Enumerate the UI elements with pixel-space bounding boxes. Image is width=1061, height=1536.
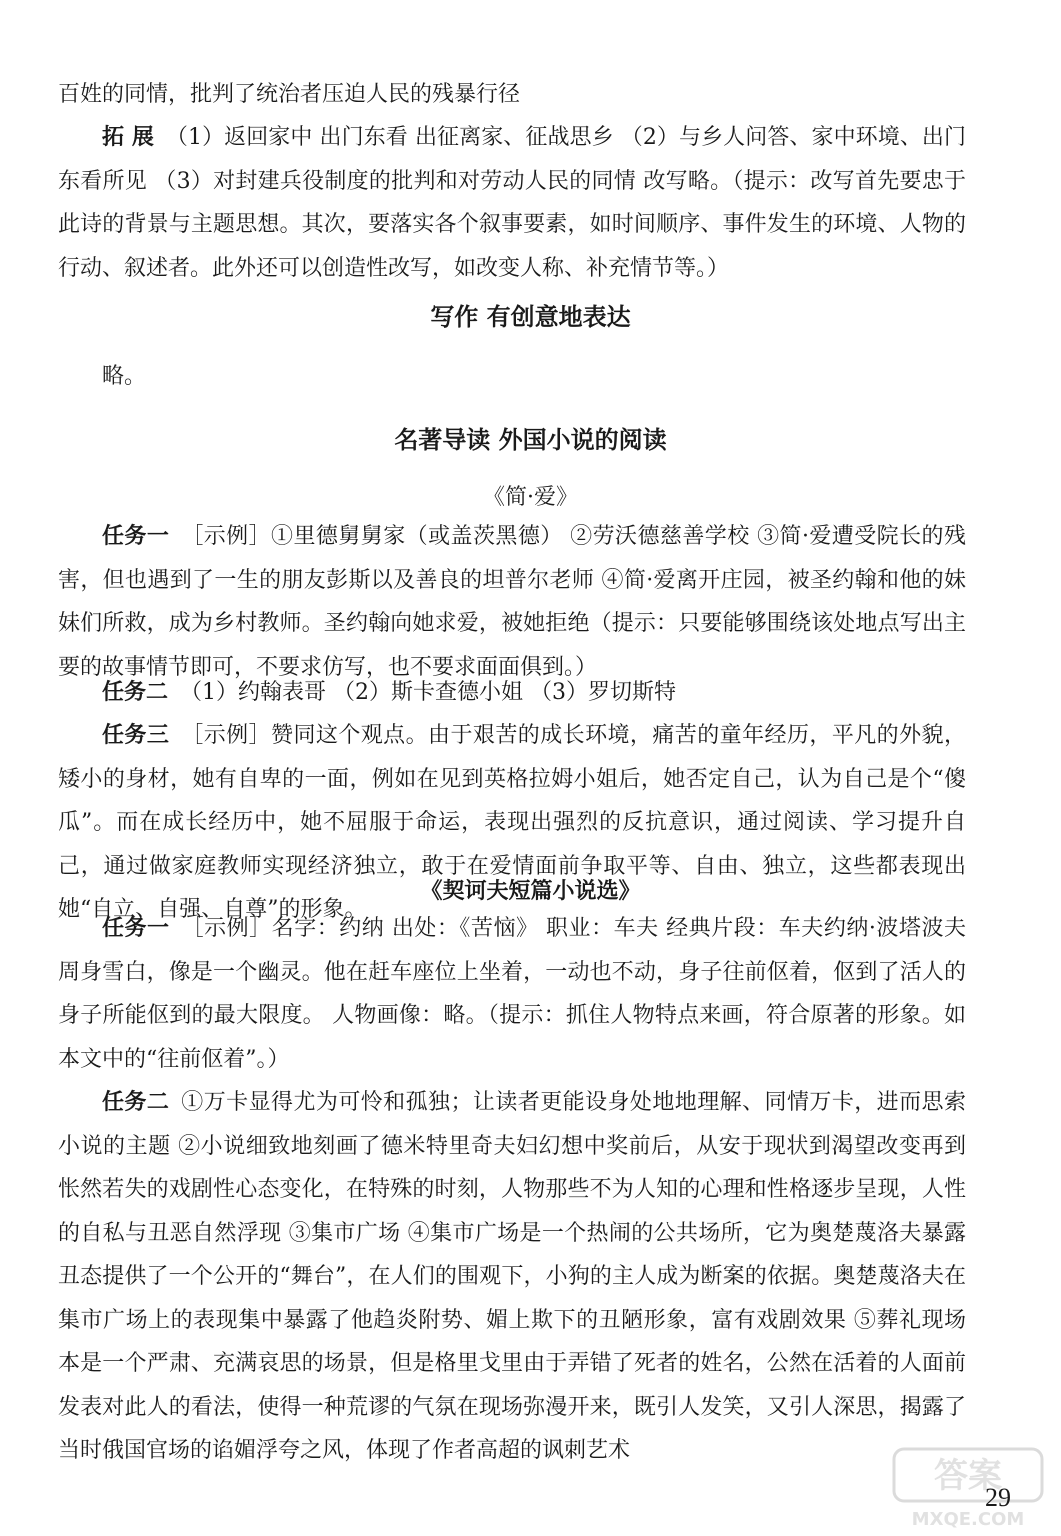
jane-task2-text: （1）约翰表哥 （2）斯卡查德小姐 （3）罗切斯特 — [180, 680, 676, 705]
writing-title: 写作 有创意地表达 — [430, 303, 631, 331]
page-number: 29 — [985, 1483, 1011, 1512]
intro-text: 百姓的同情，批判了统治者压迫人民的残暴行径 — [58, 82, 521, 107]
chekhov-task2-label: 任务二 — [102, 1090, 170, 1115]
chekhov-task1-text: ［示例］名字：约纳 出处：《苦恼》 职业：车夫 经典片段：车夫约纳·波塔波夫周身雪白，像是一个幽灵。他在赶车座位上坐着，一动也不动，身子往前伛着，伛到了活人的身子所能伛到的最大限度。 人物画像：略。（提示：抓住人物特点来画，符合原著的形象。如本文中的“往前伛着”。） — [58, 916, 966, 1072]
jane-task1-text: ［示例］①里德舅舅家（或盖茨黑德） ②劳沃德慈善学校 ③简·爱遭受院长的残害，但也遇到了一生的朋友彭斯以及善良的坦普尔老师 ④简·爱离开庄园，被圣约翰和他的妹妹们所救，成为乡村教师。圣约翰向她求爱，被她拒绝（提示：只要能够围绕该处地点写出主要的故事情节即可，不要求仿写，也不要求面面俱到。） — [58, 524, 966, 680]
watermark-text: MXQE.COM — [911, 1509, 1025, 1530]
writing-body: 略。 — [102, 364, 147, 389]
chekhov-title: 《契诃夫短篇小说选》 — [420, 879, 641, 904]
svg-text:答案: 答案 — [934, 1456, 1002, 1496]
jane-task1-label: 任务一 — [102, 524, 170, 549]
jane-task3-text: ［示例］赞同这个观点。由于艰苦的成长环境，痛苦的童年经历，平凡的外貌，矮小的身材，她有自卑的一面，例如在见到英格拉姆小姐后，她否定自己，认为自己是个“傻瓜”。而在成长经历中，她不屈服于命运，表现出强烈的反抗意识，通过阅读、学习提升自己，通过做家庭教师实现经济独立，敢于在爱情面前争取平等、自由、独立，这些都表现出她“自立、自强、自尊”的形象。 — [58, 723, 966, 922]
expand-paragraph — [58, 116, 966, 290]
intro-paragraph — [58, 73, 966, 117]
watermark-logo — [888, 1445, 1048, 1533]
chekhov-task1-label: 任务一 — [102, 916, 170, 941]
expand-label: 拓 展 — [102, 125, 154, 150]
reading-title: 名著导读 外国小说的阅读 — [394, 426, 667, 454]
jane-task3-label: 任务三 — [102, 723, 170, 748]
jane-task1 — [58, 515, 966, 689]
jane-task2-label: 任务二 — [102, 680, 169, 705]
chekhov-task2 — [58, 1081, 966, 1473]
jane-task2 — [58, 671, 966, 715]
expand-text: （1）返回家中 出门东看 出征离家、征战思乡 （2）与乡人问答、家中环境、出门东看所见 （3）对封建兵役制度的批判和对劳动人民的同情 改写略。（提示：改写首先要忠于此诗的背景与主题思想。其次，要落实各个叙事要素，如时间顺序、事件发生的环境、人物的行动、叙述者。此外还可以创造性改写，如改变人称、补充情节等。） — [58, 125, 966, 281]
jane-eyre-title: 《简·爱》 — [483, 485, 578, 510]
chekhov-task1 — [58, 907, 966, 1081]
chekhov-task2-text: ①万卡显得尤为可怜和孤独；让读者更能设身处地地理解、同情万卡，进而思索小说的主题 ②小说细致地刻画了德米特里奇夫妇幻想中奖前后，从安于现状到渴望改变再到怅然若失的戏剧性心态变化，在特殊的时刻，人物那些不为人知的心理和性格逐步呈现，人性的自私与丑恶自然浮现 ③集市广场 ④集市广场是一个热闹的公共场所，它为奥楚蔑洛夫暴露丑态提供了一个公开的“舞台”，在人们的围观下，小狗的主人成为断案的依据。奥楚蔑洛夫在集市广场上的表现集中暴露了他趋炎附势、媚上欺下的丑陋形象，富有戏剧效果 ⑤葬礼现场本是一个严肃、充满哀思的场景，但是格里戈里由于弄错了死者的姓名，公然在活着的人面前发表对此人的看法，使得一种荒谬的气氛在现场弥漫开来，既引人发笑，又引人深思，揭露了当时俄国官场的谄媚浮夸之风，体现了作者高超的讽刺艺术 — [58, 1090, 966, 1463]
